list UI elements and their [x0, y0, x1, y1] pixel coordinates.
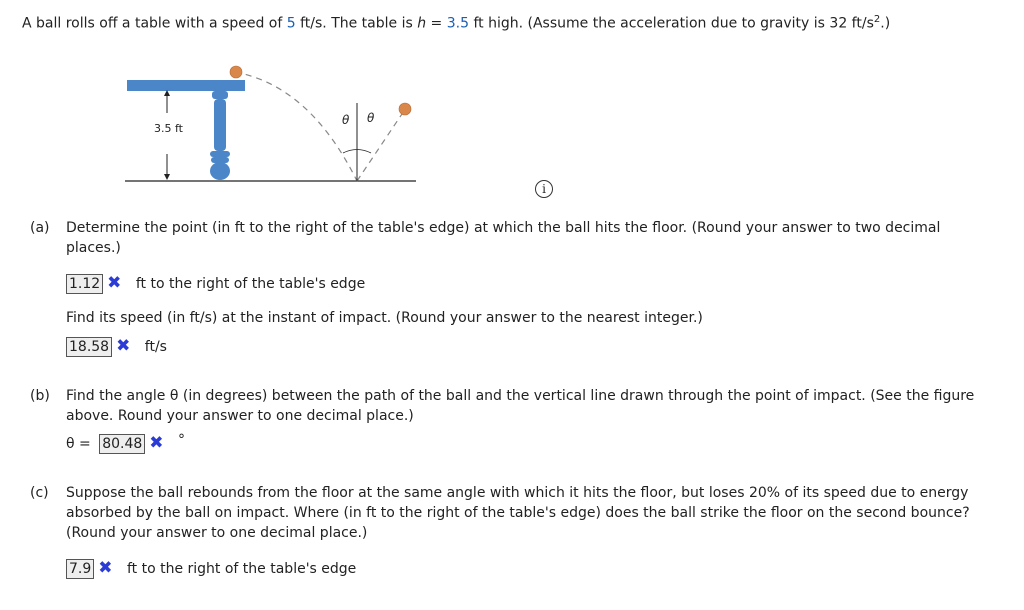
part-a-question-2: Find its speed (in ft/s) at the instant of impact. (Round your answer to the nearest integer.): [66, 310, 703, 326]
part-a-question-cont: places.): [66, 240, 121, 256]
incorrect-icon: ✖: [98, 558, 113, 578]
part-a-answer-row-2: [66, 336, 167, 357]
figure-diagram: [110, 58, 430, 190]
height-variable: h: [417, 15, 427, 32]
table-foot: [210, 162, 230, 180]
part-c-answer-row: [66, 558, 356, 579]
intro-text: =: [426, 15, 447, 32]
incorrect-icon: ✖: [149, 433, 164, 453]
theta-left-label: θ: [342, 113, 350, 127]
intro-text: .): [880, 15, 891, 32]
height-label: 3.5 ft: [154, 122, 183, 135]
problem-statement: [22, 10, 890, 34]
part-b-label: (b): [30, 388, 50, 404]
ball-start: [230, 66, 242, 78]
part-c-question-cont2: (Round your answer to one decimal place.): [66, 525, 368, 541]
part-b-answer-row: [66, 433, 185, 454]
answer-unit: ft/s: [144, 339, 167, 355]
part-c-label: (c): [30, 485, 49, 501]
table-leg-collar: [212, 91, 228, 99]
intro-text: ft high. (Assume the acceleration due to gravity is 32 ft/s: [469, 15, 874, 32]
part-a-question: Determine the point (in ft to the right of the table's edge) at which the ball hits the floor. (Round your answer to two decimal: [66, 220, 941, 236]
table-leg: [214, 99, 226, 151]
theta-right-label: θ: [367, 111, 375, 125]
answer-unit: ft to the right of the table's edge: [126, 561, 357, 577]
intro-text: ft/s. The table is: [295, 15, 418, 32]
part-c-question-cont: absorbed by the ball on impact. Where (in ft to the right of the table's edge) does the ball strike the floor on the second bounce?: [66, 505, 970, 521]
table-leg-ring: [210, 151, 230, 157]
theta-prefix: θ =: [66, 436, 91, 452]
height-value: 3.5: [446, 15, 470, 32]
speed-value: 5: [286, 15, 296, 32]
incorrect-icon: ✖: [116, 336, 131, 356]
part-b-question: Find the angle θ (in degrees) between the path of the ball and the vertical line drawn through the point of impact. (See the figure: [66, 388, 975, 404]
part-a-answer-row: [66, 273, 365, 294]
part-a-label: (a): [30, 220, 50, 236]
ball-path: [235, 72, 357, 181]
answer-input-a2[interactable]: 18.58: [66, 337, 112, 357]
rebound-path: [357, 108, 406, 181]
answer-input-a1[interactable]: 1.12: [66, 274, 103, 294]
incorrect-icon: ✖: [107, 273, 122, 293]
ball-rebound: [399, 103, 411, 115]
info-icon[interactable]: i: [535, 180, 553, 198]
arrow-head-down-icon: [164, 174, 170, 180]
table-top: [127, 80, 245, 91]
part-c-question: Suppose the ball rebounds from the floor at the same angle with which it hits the floor, but loses 20% of its speed due to energy: [66, 485, 969, 501]
intro-text: A ball rolls off a table with a speed of: [22, 15, 287, 32]
exponent: 2: [873, 14, 881, 25]
answer-input-c[interactable]: 7.9: [66, 559, 94, 579]
answer-input-b[interactable]: 80.48: [99, 434, 145, 454]
answer-unit: ft to the right of the table's edge: [135, 276, 366, 292]
degree-unit: °: [178, 432, 185, 448]
part-b-question-cont: above. Round your answer to one decimal place.): [66, 408, 414, 424]
